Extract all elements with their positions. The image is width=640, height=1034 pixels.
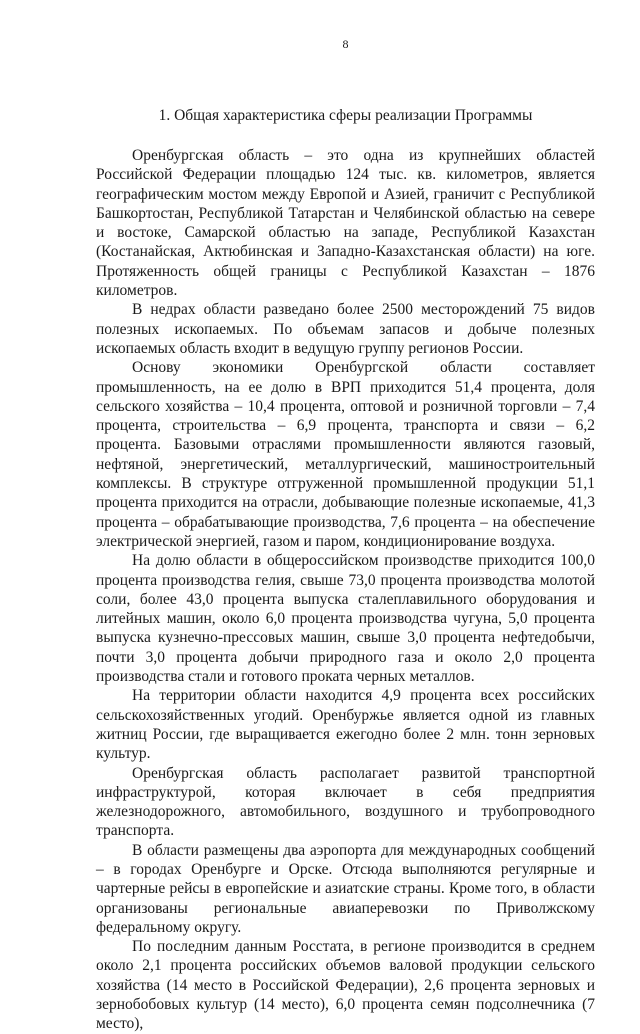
paragraph-mineral-resources: В недрах области разведано более 2500 месторождений 75 видов полезных ископаемых. По объемам запасов и добыче полезных ископаемых область входит в ведущую группу регионов России. <box>96 301 595 357</box>
section-title: 1. Общая характеристика сферы реализации Программы <box>158 107 533 124</box>
paragraph-overview: Оренбургская область – это одна из крупнейших областей Российской Федерации площадью 124 тыс. кв. километров, является географическим мостом между Европой и Азией, граничит с Республикой Башкортостан, Республикой Татарстан и Челябинской областью на севере и востоке, Самарской областью на западе, Республикой Казахстан (Костанайская, Актюбинская и Западно-Казахстанская области) на юге. Протяженность общей границы с Республикой Казахстан – 1876 километров. <box>96 147 595 300</box>
page-number: 8 <box>342 37 349 51</box>
paragraph-airports: В области размещены два аэропорта для международных сообщений – в городах Оренбурге и Орске. Отсюда выполняются регулярные и чартерные рейсы в европейские и азиатские страны. Кроме того, в области организованы региональные авиаперевозки по Приволжскому федеральному округу. <box>96 841 595 936</box>
paragraph-economy: Основу экономики Оренбургской области составляет промышленность, на ее долю в ВРП приходится 51,4 процента, доля сельского хозяйства – 10,4 процента, оптовой и розничной торговли – 7,4 процента, строительства – 6,9 процента, транспорта и связи – 6,2 процента. Базовыми отраслями промышленности являются газовый, нефтяной, энергетический, металлургический, машиностроительный комплексы. В структуре отгруженной промышленной продукции 51,1 процента приходится на отрасли, добывающие полезные ископаемые, 41,3 процента – обрабатывающие производства, 7,6 процента – на обеспечение электрической энергией, газом и паром, кондиционирование воздуха. <box>96 359 595 550</box>
paragraph-rosstat: По последним данным Росстата, в регионе производится в среднем около 2,1 процента российских объемов валовой продукции сельского хозяйства (14 место в Российской Федерации), 2,6 процента зерновых и зернобобовых культур (14 место), 6,0 процента семян подсолнечника (7 место), <box>96 938 595 1033</box>
paragraph-production-share: На долю области в общероссийском производстве приходится 100,0 процента производства гелия, свыше 73,0 процента производства молотой соли, более 43,0 процента выпуска сталеплавильного оборудования и литейных машин, около 6,0 процента производства чугуна, 5,0 процента выпуска кузнечно-прессовых машин, свыше 3,0 процента нефтедобычи, почти 3,0 процента добычи природного газа и около 2,0 процента производства стали и готового проката черных металлов. <box>96 552 595 686</box>
paragraph-transport: Оренбургская область располагает развитой транспортной инфраструктурой, которая включает в себя предприятия железнодорожного, автомобильного, воздушного и трубопроводного транспорта. <box>96 764 595 840</box>
paragraph-agriculture: На территории области находится 4,9 процента всех российских сельскохозяйственных угодий. Оренбуржье является одной из главных житниц России, где выращивается ежегодно более 2 млн. тонн зерновых культур. <box>96 687 595 763</box>
